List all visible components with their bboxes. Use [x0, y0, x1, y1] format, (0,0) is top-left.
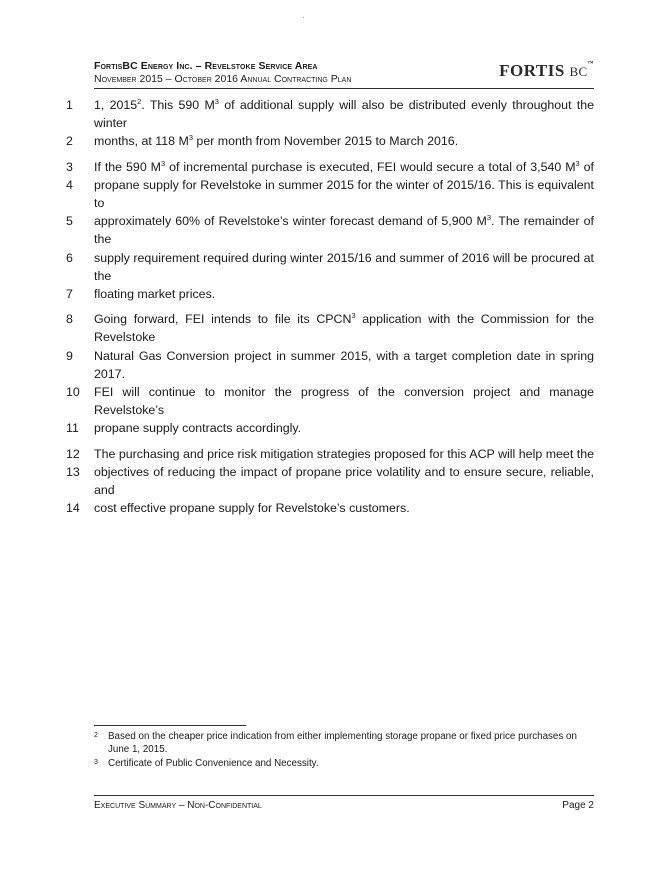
line-number: 8: [66, 312, 73, 327]
text-run: Going forward, FEI intends to file its CPCN: [94, 312, 352, 327]
line-number: 4: [66, 177, 73, 192]
text-run: cost effective propane supply for Revelstoke’s customers.: [94, 501, 410, 516]
line-number: 2: [66, 134, 73, 149]
line-text: [94, 96, 594, 132]
text-run: months, at 118 M: [94, 134, 189, 149]
footnote-text: Based on the cheaper price indication from either implementing storage propane or fixed price purchases on June 1, 2015.: [108, 731, 577, 755]
header-company-line: FortisBC Energy Inc. – Revelstoke Service Area: [94, 60, 318, 72]
footnote-text: Certificate of Public Convenience and Necessity.: [108, 758, 319, 769]
numbered-line: [66, 176, 594, 212]
line-text: [94, 285, 594, 303]
text-run: . This 590 M: [141, 98, 215, 112]
numbered-line: [66, 96, 594, 132]
numbered-line: [66, 347, 594, 383]
text-run: propane supply for Revelstoke in summer 2015 for the winter of 2015/16. This is equivalent to: [94, 177, 594, 211]
text-run: FEI will continue to monitor the progress of the conversion project and manage Revelstoke’s: [94, 385, 594, 418]
footnote: [94, 731, 594, 756]
text-run: 1, 2015: [94, 98, 138, 112]
superscript: 3: [575, 158, 580, 168]
line-number: 1: [66, 98, 73, 112]
superscript: 2: [137, 97, 142, 106]
line-text: [94, 176, 594, 212]
line-number: 14: [66, 501, 80, 516]
numbered-line: [66, 285, 594, 303]
numbered-line: [66, 445, 594, 463]
paragraph: [66, 445, 594, 518]
footnote-rule: [94, 725, 246, 726]
line-text: [94, 347, 594, 383]
text-run: . The remainder of the: [94, 214, 594, 247]
logo-sub-text: BC: [569, 64, 588, 79]
line-text: [94, 499, 594, 517]
text-run: of: [579, 159, 594, 174]
numbered-line: [66, 132, 594, 150]
line-number: 10: [66, 385, 80, 400]
line-number: 9: [66, 348, 73, 363]
page-header: [94, 60, 594, 85]
superscript: 3: [214, 97, 219, 106]
scan-speck: [303, 17, 304, 18]
body-text: [66, 96, 594, 524]
line-number: 7: [66, 287, 73, 302]
numbered-line: [66, 249, 594, 285]
line-number: 12: [66, 446, 80, 461]
logo-main-text: FORTIS: [499, 61, 565, 80]
footer-page-number: Page 2: [562, 800, 594, 811]
line-number: 5: [66, 214, 73, 229]
line-text: [94, 310, 594, 346]
paragraph: [66, 310, 594, 437]
numbered-line: [66, 212, 594, 248]
logo-trademark: ™: [587, 61, 594, 67]
footnote-mark: 2: [94, 732, 98, 739]
line-text: [94, 419, 594, 437]
line-text: [94, 445, 594, 463]
footnote: [94, 758, 594, 771]
footnote-mark: 3: [94, 759, 98, 766]
superscript: 3: [351, 311, 356, 321]
line-number: 6: [66, 250, 73, 265]
numbered-line: [66, 158, 594, 176]
line-number: 13: [66, 464, 80, 479]
line-text: [94, 158, 594, 176]
text-run: supply requirement required during winter 2015/16 and summer of 2016 will be procured at the: [94, 250, 594, 283]
text-run: propane supply contracts accordingly.: [94, 421, 302, 436]
line-text: [94, 132, 594, 150]
numbered-line: [66, 463, 594, 499]
page-footer: [94, 800, 594, 811]
paragraph: [66, 96, 594, 151]
fortis-bc-logo: [499, 61, 594, 81]
header-plan-line: November 2015 – October 2016 Annual Contracting Plan: [94, 73, 352, 85]
superscript: 3: [188, 133, 193, 143]
line-number: 11: [66, 421, 79, 436]
footer-section-label: Executive Summary – Non-Confidential: [94, 800, 262, 811]
text-run: floating market prices.: [94, 287, 216, 302]
line-text: [94, 463, 594, 499]
text-run: If the 590 M: [94, 159, 161, 174]
numbered-line: [66, 310, 594, 346]
paragraph: [66, 158, 594, 304]
line-text: [94, 383, 594, 419]
text-run: of incremental purchase is executed, FEI would secure a total of 3,540 M: [165, 159, 576, 174]
text-run: The purchasing and price risk mitigation strategies proposed for this ACP will help meet the: [94, 446, 594, 461]
line-text: [94, 249, 594, 285]
header-rule: [94, 88, 594, 89]
text-run: objectives of reducing the impact of propane price volatility and to ensure secure, reliable, and: [94, 464, 594, 498]
text-run: Natural Gas Conversion project in summer 2015, with a target completion date in spring 2017.: [94, 348, 594, 381]
footnotes: [94, 731, 594, 773]
text-run: application with the Commission for the Revelstoke: [94, 312, 594, 345]
numbered-line: [66, 499, 594, 517]
text-run: per month from November 2015 to March 2016.: [192, 134, 459, 149]
numbered-line: [66, 383, 594, 419]
line-text: [94, 212, 594, 248]
superscript: 3: [486, 213, 491, 223]
text-run: of additional supply will also be distributed evenly throughout the winter: [94, 98, 595, 131]
footer-rule: [94, 795, 594, 796]
numbered-line: [66, 419, 594, 437]
line-number: 3: [66, 159, 73, 174]
text-run: approximately 60% of Revelstoke’s winter forecast demand of 5,900 M: [94, 214, 487, 229]
superscript: 3: [161, 158, 166, 168]
